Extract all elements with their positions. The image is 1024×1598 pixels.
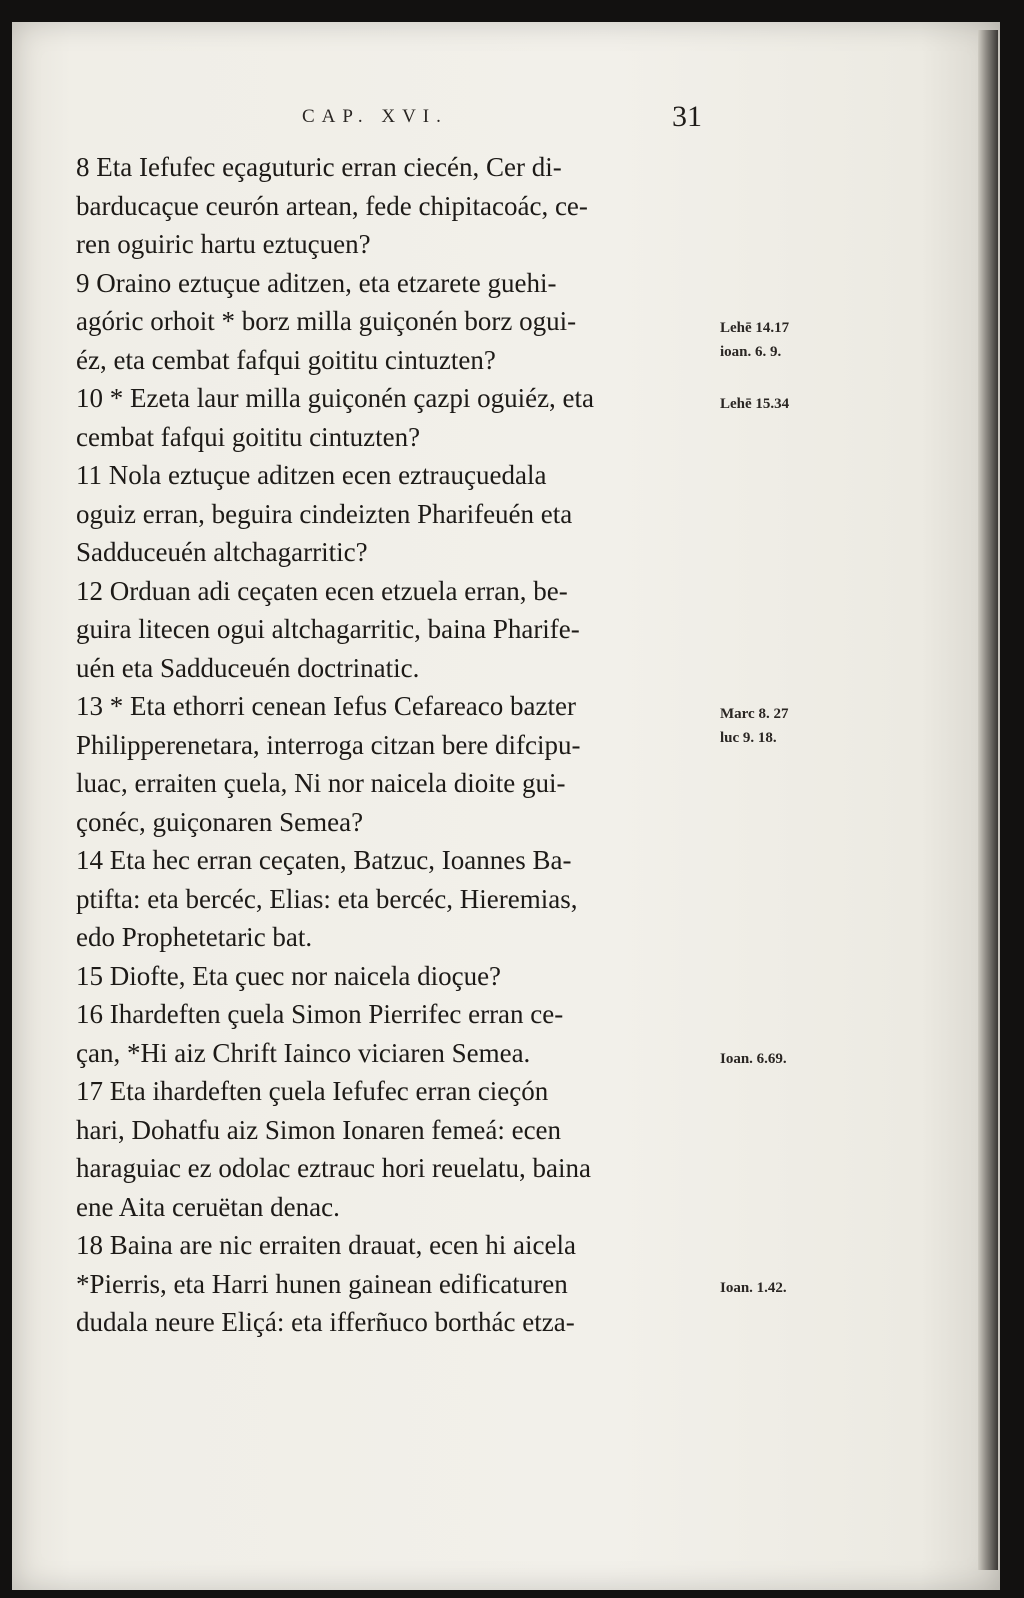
margin-note: Marc 8. 27 — [720, 706, 789, 722]
text-line: guira litecen ogui altchagarritic, baina Pharife- — [76, 614, 580, 644]
text-line: dudala neure Eliçá: eta ifferñuco borthác etza- — [76, 1307, 575, 1337]
margin-note: luc 9. 18. — [720, 730, 777, 746]
text-line: cembat fafqui goititu cintuzten? — [76, 421, 421, 452]
text-line: barducaçue ceurón artean, fede chipitacoác, ce- — [76, 190, 588, 221]
text-line: Philipperenetara, interroga citzan bere difcipu- — [76, 729, 581, 760]
text-line: *Pierris, eta Harri hunen gainean edificaturen — [76, 1268, 568, 1299]
text-line: 8 Eta Iefufec eçaguturic erran ciecén, Cer di- — [76, 152, 562, 182]
text-line: hari, Dohatfu aiz Simon Ionaren femeá: ecen — [76, 1114, 562, 1145]
text-line: 14 Eta hec erran ceçaten, Batzuc, Ioannes Ba- — [76, 845, 572, 875]
margin-note: ioan. 6. 9. — [720, 344, 782, 360]
text-line: 10 * Ezeta laur milla guiçonén çazpi oguiéz, eta — [76, 383, 595, 413]
text-line: 12 Orduan adi ceçaten ecen etzuela erran, be- — [76, 575, 568, 606]
text-line: 9 Oraino eztuçue aditzen, eta etzarete guehi- — [76, 267, 557, 298]
text-line: 15 Diofte, Eta çuec nor naicela dioçue? — [76, 960, 502, 991]
text-line: éz, eta cembat fafqui goititu cintuzten? — [76, 344, 496, 375]
page-gutter-edge — [978, 30, 998, 1570]
text-line: çonéc, guiçonaren Semea? — [76, 806, 364, 837]
text-line: ene Aita ceruëtan denac. — [76, 1191, 340, 1222]
verse-text-block — [76, 148, 716, 1342]
text-line: edo Prophetetaric bat. — [76, 922, 313, 952]
text-line: 17 Eta ihardeften çuela Iefufec erran cieçón — [76, 1076, 549, 1106]
margin-note: Ioan. 6.69. — [720, 1051, 787, 1067]
text-line: Sadduceuén altchagarritic? — [76, 537, 368, 567]
text-line: ptifta: eta bercéc, Elias: eta bercéc, Hieremias, — [76, 883, 578, 914]
text-line: 18 Baina are nic erraiten drauat, ecen hi aicela — [76, 1230, 576, 1260]
text-line: agóric orhoit * borz milla guiçonén borz ogui- — [76, 306, 577, 336]
margin-note: Lehē 15.34 — [720, 396, 790, 412]
text-line: 16 Ihardeften çuela Simon Pierrifec erran ce- — [76, 999, 564, 1029]
page-header — [0, 102, 1024, 142]
text-line: ren oguiric hartu eztuçuen? — [76, 229, 371, 259]
text-line: haraguiac ez odolac eztrauc hori reuelatu, baina — [76, 1153, 591, 1183]
text-line: oguiz erran, beguira cindeizten Pharifeuén eta — [76, 498, 573, 529]
running-head: CAP. XVI. — [302, 106, 448, 127]
margin-note: Ioan. 1.42. — [720, 1280, 787, 1296]
text-line: 11 Nola eztuçue aditzen ecen eztrauçuedala — [76, 460, 547, 490]
margin-note: Lehē 14.17 — [720, 320, 790, 336]
text-line: 13 * Eta ethorri cenean Iefus Cefareaco bazter — [76, 691, 576, 721]
text-line: luac, erraiten çuela, Ni nor naicela dioite gui- — [76, 768, 566, 798]
text-line: uén eta Sadduceuén doctrinatic. — [76, 652, 420, 683]
text-line: çan, *Hi aiz Chrift Iainco viciaren Semea. — [76, 1037, 531, 1068]
page-number: 31 — [672, 100, 702, 133]
